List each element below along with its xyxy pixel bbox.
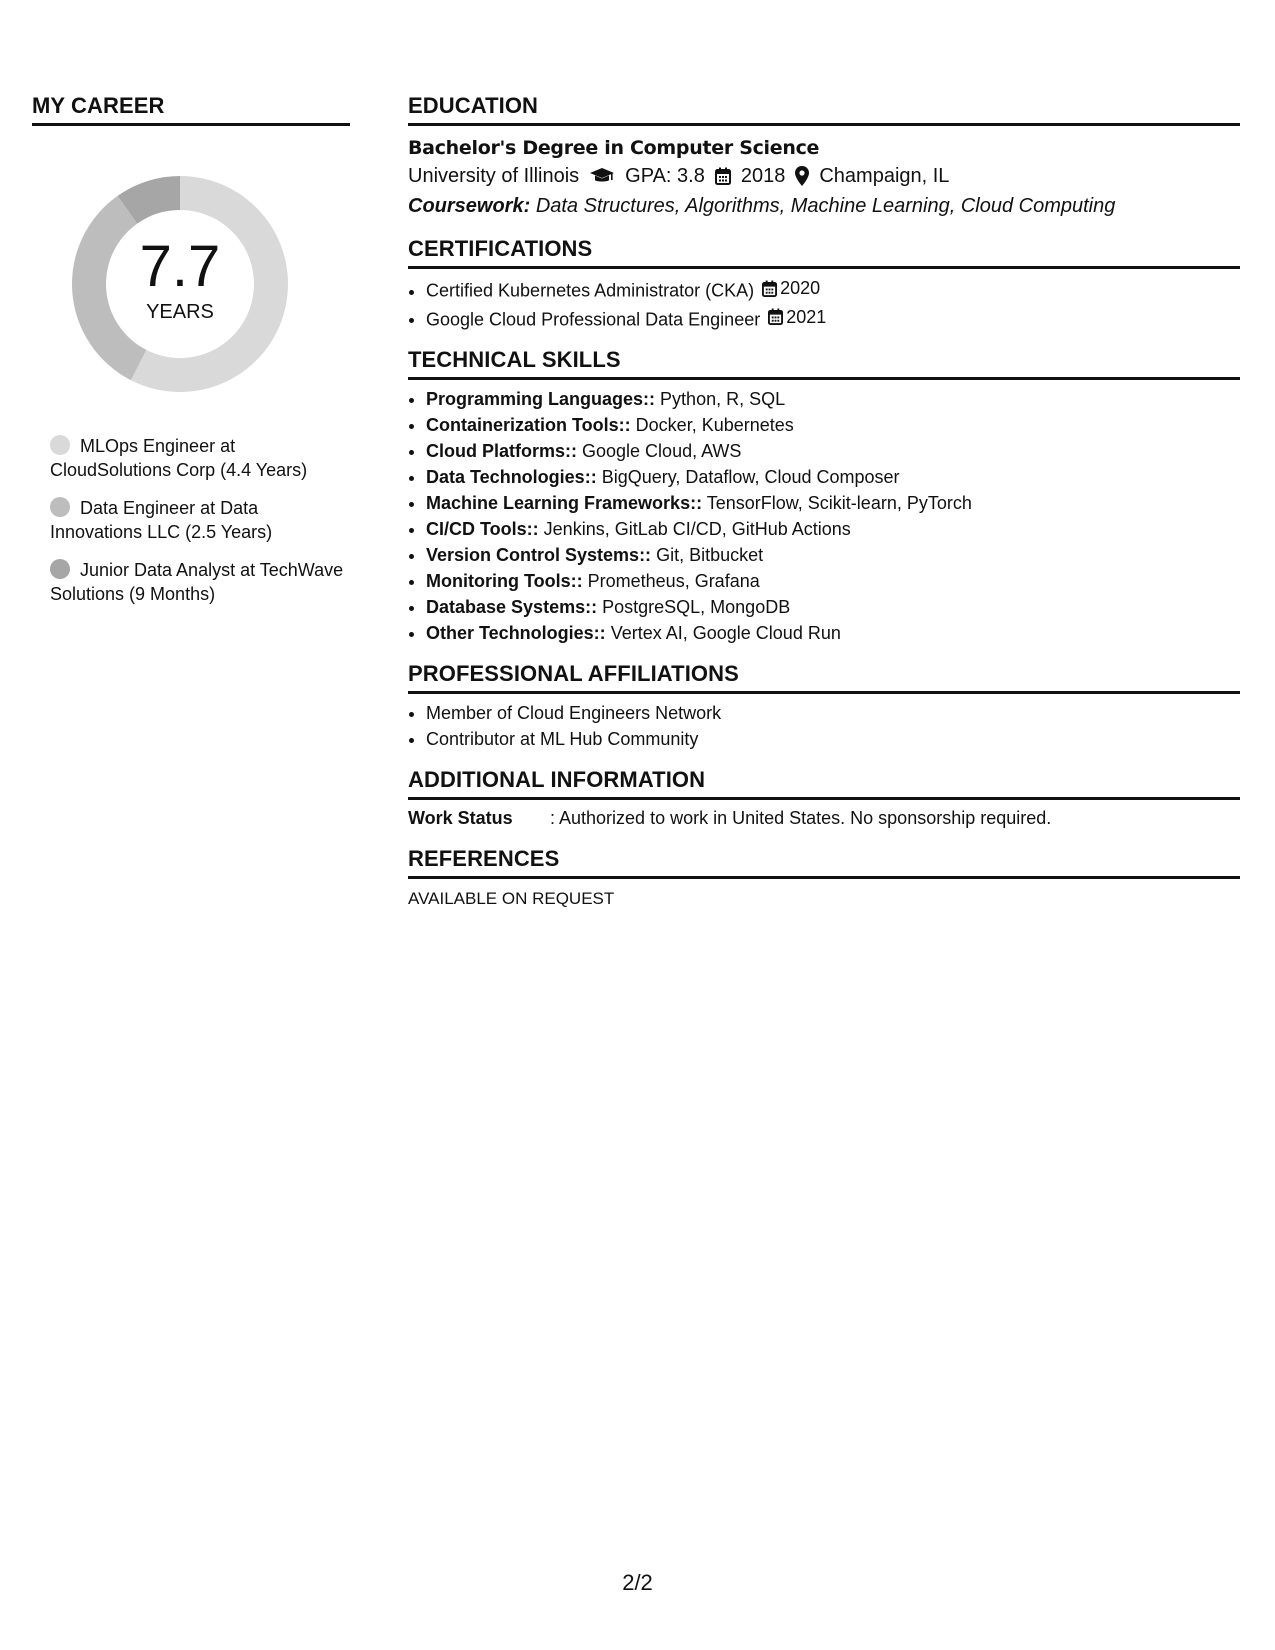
cert-date (768, 304, 826, 330)
references-title: REFERENCES (408, 845, 1240, 879)
skill-label: Version Control Systems:: (426, 545, 652, 565)
work-status-value: : Authorized to work in United States. No sponsorship required. (550, 808, 1052, 828)
list-item (426, 438, 1240, 464)
coursework-list: Data Structures, Algorithms, Machine Learning, Cloud Computing (535, 195, 1116, 217)
list-item (426, 516, 1240, 542)
school-name: University of Illinois (408, 165, 580, 187)
list-item (426, 275, 1240, 304)
legend-text: Data Engineer at Data Innovations LLC (2.5 Years) (50, 498, 273, 542)
additional-info-section (408, 766, 1240, 831)
cert-year: 2021 (786, 306, 827, 327)
skills-title: TECHNICAL SKILLS (408, 346, 1240, 380)
list-item (426, 412, 1240, 438)
calendar-icon (762, 280, 777, 297)
cert-year: 2020 (780, 278, 821, 298)
career-title: MY CAREER (32, 92, 350, 126)
cert-date (762, 275, 820, 301)
skills-list (408, 386, 1240, 646)
legend-item (50, 434, 350, 482)
cert-name: Google Cloud Professional Data Engineer (426, 309, 761, 329)
skill-label: Database Systems:: (426, 597, 598, 617)
certifications-list (408, 275, 1240, 332)
legend-text: Junior Data Analyst at TechWave Solutions (9 Months) (50, 560, 344, 604)
skill-label: CI/CD Tools:: (426, 519, 539, 539)
career-legend (50, 434, 350, 606)
references-text: AVAILABLE ON REQUEST (408, 889, 615, 908)
skill-value: Python, R, SQL (660, 389, 786, 409)
career-column (32, 92, 350, 620)
skill-value: Git, Bitbucket (656, 545, 764, 565)
donut-center (64, 168, 296, 400)
school-location: Champaign, IL (819, 165, 950, 187)
skill-value: Prometheus, Grafana (587, 571, 760, 591)
degree-name: Bachelor's Degree in Computer Science (408, 137, 820, 159)
skill-label: Cloud Platforms:: (426, 441, 577, 461)
skill-value: PostgreSQL, MongoDB (602, 597, 791, 617)
skill-value: TensorFlow, Scikit-learn, PyTorch (706, 493, 972, 513)
skill-label: Programming Languages:: (426, 389, 656, 409)
skill-label: Monitoring Tools:: (426, 571, 583, 591)
affiliations-list (408, 700, 1240, 752)
skill-value: Google Cloud, AWS (582, 441, 742, 461)
work-status-row (408, 805, 1240, 831)
coursework-label: Coursework: (408, 195, 531, 217)
list-item (426, 620, 1240, 646)
total-years-unit: YEARS (146, 301, 214, 323)
cert-name: Certified Kubernetes Administrator (CKA) (426, 280, 755, 301)
additional-info-title: ADDITIONAL INFORMATION (408, 766, 1240, 800)
list-item (426, 542, 1240, 568)
graduation-cap-icon (589, 167, 615, 185)
education-section (408, 92, 1240, 221)
legend-dot (50, 559, 70, 579)
education-details (408, 161, 1240, 191)
list-item (426, 386, 1240, 412)
legend-item (50, 496, 350, 544)
legend-dot (50, 435, 70, 455)
skill-label: Containerization Tools:: (426, 415, 631, 435)
calendar-icon (768, 308, 783, 325)
page-number: 2/2 (622, 1570, 653, 1595)
skill-label: Machine Learning Frameworks:: (426, 493, 703, 513)
list-item (426, 304, 1240, 333)
coursework (408, 191, 1240, 221)
skill-value: Vertex AI, Google Cloud Run (610, 623, 841, 643)
career-donut-chart (64, 168, 296, 400)
list-item (426, 594, 1240, 620)
work-status-label: Work Status (408, 808, 513, 828)
certifications-section (408, 235, 1240, 332)
list-item: • Member of Cloud Engineers Network (426, 700, 1240, 726)
list-item (426, 490, 1240, 516)
calendar-icon (715, 167, 731, 185)
location-pin-icon (795, 166, 809, 186)
legend-item (50, 558, 350, 606)
skill-label: Other Technologies:: (426, 623, 606, 643)
education-title: EDUCATION (408, 92, 1240, 126)
graduation-year: 2018 (740, 165, 786, 187)
total-years-value: 7.7 (139, 234, 221, 299)
references-section (408, 845, 1240, 911)
gpa: GPA: 3.8 (625, 165, 705, 187)
legend-dot (50, 497, 70, 517)
skill-value: Docker, Kubernetes (635, 415, 794, 435)
skill-value: Jenkins, GitLab CI/CD, GitHub Actions (543, 519, 851, 539)
skill-value: BigQuery, Dataflow, Cloud Composer (601, 467, 900, 487)
certifications-title: CERTIFICATIONS (408, 235, 1240, 269)
skill-label: Data Technologies:: (426, 467, 597, 487)
list-item (426, 568, 1240, 594)
list-item (426, 464, 1240, 490)
list-item: • Contributor at ML Hub Community (426, 726, 1240, 752)
affiliations-section (408, 660, 1240, 752)
legend-text: MLOps Engineer at CloudSolutions Corp (4.4 Years) (50, 436, 308, 480)
skills-section (408, 346, 1240, 646)
main-column (408, 92, 1240, 925)
affiliations-title: PROFESSIONAL AFFILIATIONS (408, 660, 1240, 694)
